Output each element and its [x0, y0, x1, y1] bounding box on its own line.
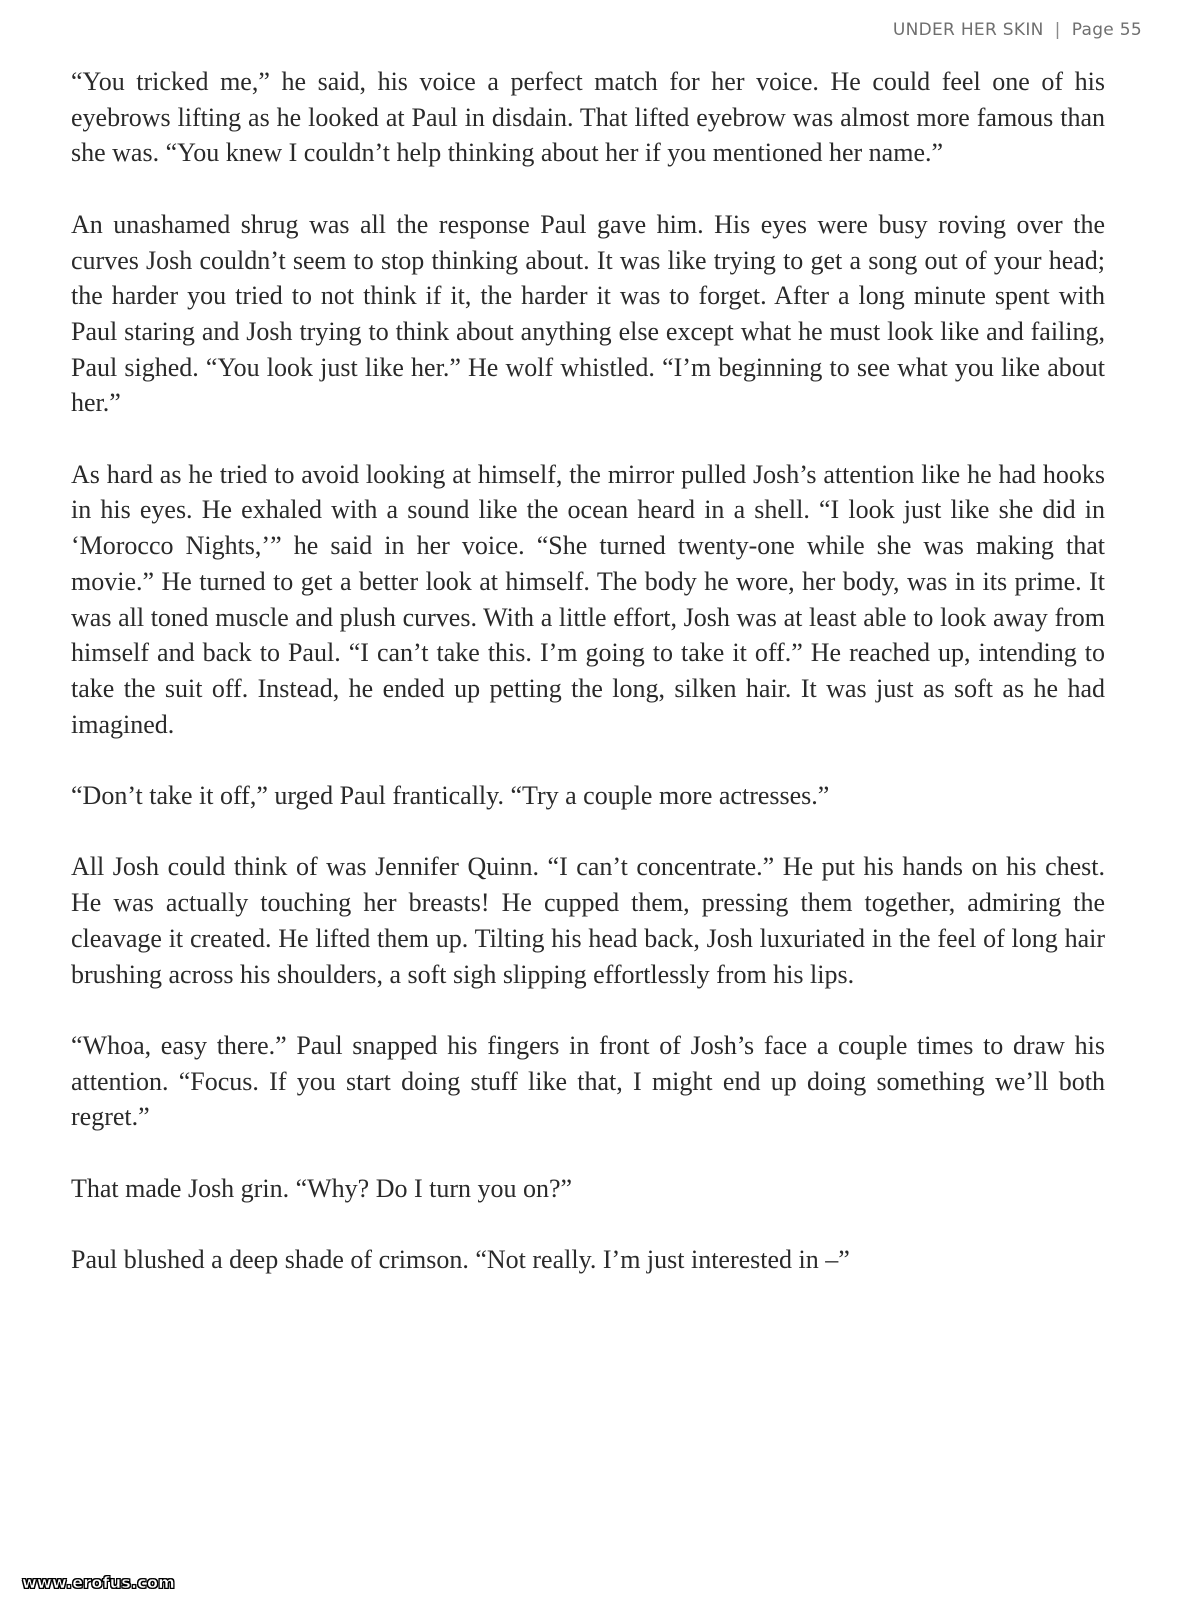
site-watermark: www.erofus.com — [22, 1573, 176, 1592]
paragraph-4: “Don’t take it off,” urged Paul frantically. “Try a couple more actresses.” — [71, 781, 830, 811]
header-separator: | — [1054, 20, 1061, 40]
paragraph-3: As hard as he tried to avoid looking at himself, the mirror pulled Josh’s attention like he had hooks in his eyes. He exhaled with a sound like the ocean heard in a shell. “I look just like she did in ‘Morocco Nights,’” he said in her voice. “She turned twenty-one while she was making that movie.” He turned to get a better look at himself. The body he wore, her body, was in its prime. It was all toned muscle and plush curves. With a little effort, Josh was at least able to look away from himself and back to Paul. “I can’t take this. I’m going to take it off.” He reached up, intending to take the suit off. Instead, he ended up petting the long, silken hair. It was just as soft as he had imagined. — [71, 459, 1105, 739]
page-number: Page 55 — [1071, 20, 1142, 40]
paragraph-6: “Whoa, easy there.” Paul snapped his fingers in front of Josh’s face a couple times to draw his attention. “Focus. If you start doing stuff like that, I might end up doing something we’ll both regret.” — [71, 1030, 1105, 1132]
paragraph-8: Paul blushed a deep shade of crimson. “Not really. I’m just interested in –” — [71, 1245, 850, 1275]
page-body — [71, 64, 1105, 1313]
paragraph-5: All Josh could think of was Jennifer Quinn. “I can’t concentrate.” He put his hands on his chest. He was actually touching her breasts! He cupped them, pressing them together, admiring the cleavage it created. He lifted them up. Tilting his head back, Josh luxuriated in the feel of long hair brushing across his shoulders, a soft sigh slipping effortlessly from his lips. — [71, 852, 1105, 989]
paragraph-2: An unashamed shrug was all the response Paul gave him. His eyes were busy roving over the curves Josh couldn’t seem to stop thinking about. It was like trying to get a song out of your head; the harder you tried to not think if it, the harder it was to forget. After a long minute spent with Paul staring and Josh trying to think about anything else except what he must look like and failing, Paul sighed. “You look just like her.” He wolf whistled. “I’m beginning to see what you like about her.” — [71, 209, 1105, 418]
paragraph-7: That made Josh grin. “Why? Do I turn you on?” — [71, 1173, 573, 1203]
book-title: UNDER HER SKIN — [892, 20, 1044, 40]
paragraph-1: “You tricked me,” he said, his voice a perfect match for her voice. He could feel one of his eyebrows lifting as he looked at Paul in disdain. That lifted eyebrow was almost more famous than she was. “You knew I couldn’t help thinking about her if you mentioned her name.” — [71, 67, 1105, 168]
running-header — [893, 20, 1142, 40]
